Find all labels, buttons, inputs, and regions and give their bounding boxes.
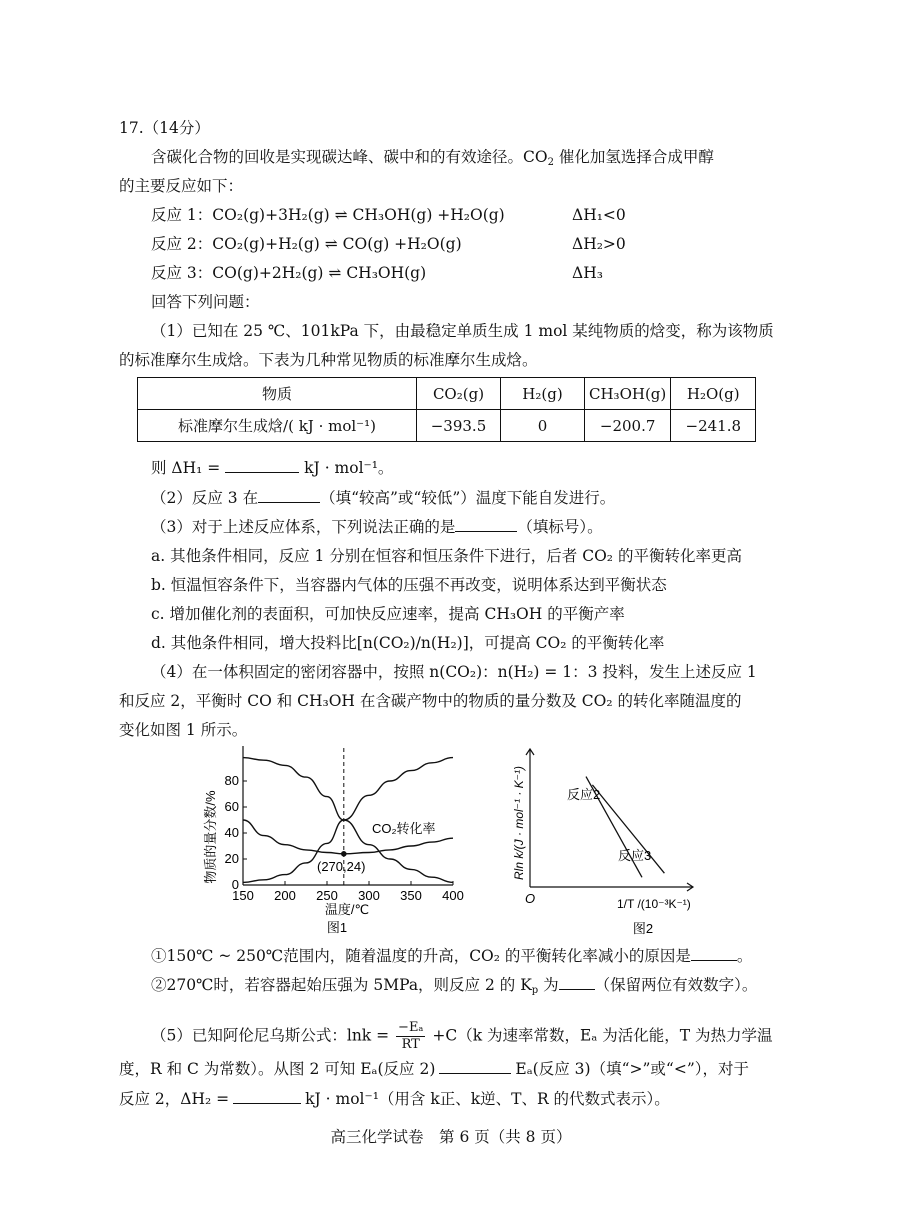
fig1-x-tick-label: 300 — [358, 888, 380, 903]
part4-q1: ①150℃ ~ 250℃范围内，随着温度的升高，CO₂ 的平衡转化率减小的原因是 。 — [151, 947, 753, 965]
fig1-co2-annotation: CO₂转化率 — [372, 821, 436, 836]
answer-blank-dh2[interactable] — [233, 1089, 301, 1104]
option-a: a. 其他条件相同，反应 1 分别在恒容和恒压条件下进行，后者 CO₂ 的平衡转化率更高 — [151, 547, 742, 565]
intro-line-1: 含碳化合物的回收是实现碳达峰、碳中和的有效途径。$CO_2$ 催化加氢选择合成甲醇 — [151, 148, 714, 168]
table-value-row — [138, 410, 756, 442]
part4-q2: ②270℃时，若容器起始压强为 5MPa，则反应 2 的 $K_p$ 为 （保留两位有效数字）。 — [151, 976, 758, 996]
part3-line: （3）对于上述反应体系，下列说法正确的是 （填标号）。 — [151, 518, 603, 536]
answer-blank-ea[interactable] — [439, 1059, 511, 1074]
figure-1-chart — [195, 742, 475, 942]
table-substance: CH₃OH(g) — [585, 378, 671, 410]
table-value: −393.5 — [417, 410, 501, 442]
table-substance: H₂O(g) — [671, 378, 756, 410]
reaction-1: 反应 1：CO₂(g)+3H₂(g) ⇌ CH₃OH(g) +H₂O(g) — [151, 206, 505, 224]
fig2-series-label-reaction3: 反应3 — [618, 848, 652, 863]
fig1-y-tick-label: 0 — [231, 877, 239, 892]
fig2-origin-label: O — [525, 891, 536, 906]
table-substance: H₂(g) — [501, 378, 585, 410]
reaction-2: 反应 2：CO₂(g)+H₂(g) ⇌ CO(g) +H₂O(g) — [151, 235, 462, 253]
answer-blank-kp[interactable] — [559, 975, 595, 990]
part1-text-2: 的标准摩尔生成焓。下表为几种常见物质的标准摩尔生成焓。 — [119, 351, 538, 369]
fig1-y-axis-label: 物质的量分数/% — [203, 790, 218, 884]
table-row-label: 标准摩尔生成焓/( kJ · mol⁻¹) — [138, 410, 417, 442]
part4-text-1: （4）在一体积固定的密闭容器中，按照 n(CO₂)：n(H₂) = 1：3 投料，发生上述反应 1 — [151, 663, 757, 681]
part2-line: （2）反应 3 在 （填“较高”或“较低”）温度下能自发进行。 — [151, 489, 616, 507]
fig1-y-tick-label: 60 — [224, 799, 239, 814]
answer-blank-part2[interactable] — [258, 488, 320, 503]
option-d: d. 其他条件相同，增大投料比[n(CO₂)/n(H₂)]，可提高 CO₂ 的平衡转化率 — [151, 634, 665, 652]
answer-prompt: 回答下列问题： — [151, 293, 260, 311]
table-substance: CO₂(g) — [417, 378, 501, 410]
fig1-x-tick-label: 150 — [232, 888, 254, 903]
answer-blank-part3[interactable] — [455, 517, 517, 532]
fig1-marked-point — [341, 851, 347, 857]
answer-blank-dh1[interactable] — [225, 458, 299, 473]
fig2-series-label-reaction2: 反应2 — [567, 787, 601, 802]
question-number: 17.（14分） — [119, 119, 210, 137]
part1-answer-line: 则 ΔH₁ = kJ · mol⁻¹。 — [151, 459, 394, 477]
formation-enthalpy-table — [137, 377, 756, 442]
fig1-y-tick-label: 80 — [224, 773, 239, 788]
fig1-point-annotation: (270,24) — [317, 859, 366, 874]
part1-text-1: （1）已知在 25 ℃、101kPa 下，由最稳定单质生成 1 mol 某纯物质的焓变，称为该物质 — [151, 322, 774, 340]
reaction-3: 反应 3：CO(g)+2H₂(g) ⇌ CH₃OH(g) — [151, 264, 427, 282]
part5-line-1: （5）已知阿伦尼乌斯公式：lnk = $\frac{\text{−Eₐ}}{RT}$ +C（k 为速率常数，Eₐ 为活化能，T 为热力学温 — [151, 1020, 773, 1052]
fig1-y-tick-label: 20 — [224, 851, 239, 866]
fig2-title: 图2 — [632, 921, 654, 936]
fig1-title: 图1 — [326, 920, 348, 935]
figure-2-chart — [505, 745, 705, 945]
part4-text-3: 变化如图 1 所示。 — [119, 721, 248, 739]
table-value: −241.8 — [671, 410, 756, 442]
reaction-1-dh: ΔH₁<0 — [572, 206, 626, 224]
fig1-x-tick-label: 250 — [316, 888, 338, 903]
part5-line-2: 度，R 和 C 为常数）。从图 2 可知 Eₐ(反应 2) Eₐ(反应 3)（填“>”或“<”），对于 — [119, 1060, 749, 1078]
fig2-x-axis-label: 1/T /(10⁻³K⁻¹) — [617, 897, 691, 911]
reaction-2-dh: ΔH₂>0 — [572, 235, 626, 253]
option-b: b. 恒温恒容条件下，当容器内气体的压强不再改变，说明体系达到平衡状态 — [151, 576, 667, 594]
fig1-y-tick-label: 40 — [224, 825, 239, 840]
intro-line-2: 的主要反应如下： — [119, 177, 244, 195]
fig2-y-axis-label: Rln k/(J · mol⁻¹ · K⁻¹) — [512, 766, 526, 880]
fig1-x-axis-label: 温度/℃ — [324, 902, 370, 917]
option-c: c. 增加催化剂的表面积，可加快反应速率，提高 CH₃OH 的平衡产率 — [151, 605, 625, 623]
table-header-label: 物质 — [138, 378, 417, 410]
part5-line-3: 反应 2，ΔH₂ = kJ · mol⁻¹（用含 k正、k逆、T、R 的代数式表示）。 — [119, 1090, 670, 1108]
reaction-3-dh: ΔH₃ — [572, 264, 603, 282]
arrhenius-fraction: $\frac{\text{−Eₐ}}{RT}$ — [398, 1020, 424, 1052]
answer-blank-q1[interactable] — [691, 946, 737, 961]
fig1-x-tick-label: 350 — [400, 888, 422, 903]
table-header-row — [138, 378, 756, 410]
table-value: −200.7 — [585, 410, 671, 442]
fig1-x-tick-label: 200 — [274, 888, 296, 903]
part4-text-2: 和反应 2，平衡时 CO 和 CH₃OH 在含碳产物中的物质的量分数及 CO₂ 的转化率随温度的 — [119, 692, 742, 710]
page-footer: 高三化学试卷 第 6 页（共 8 页） — [330, 1128, 572, 1146]
fig1-x-tick-label: 400 — [442, 888, 464, 903]
table-value: 0 — [501, 410, 585, 442]
